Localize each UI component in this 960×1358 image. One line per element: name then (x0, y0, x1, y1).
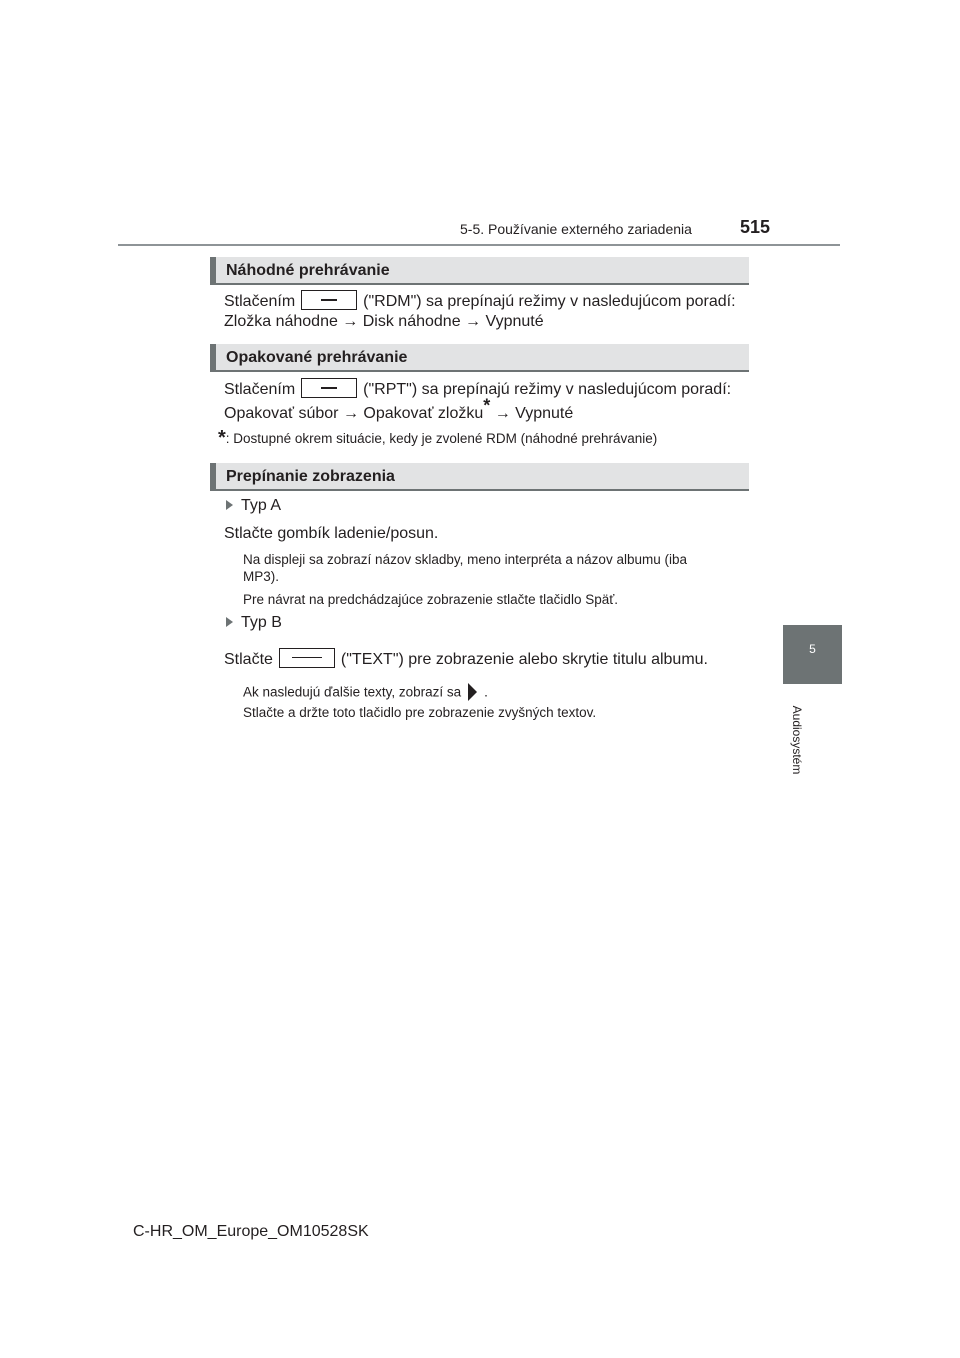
chapter-number: 5 (809, 642, 816, 656)
chapter-label: Audiosystém (790, 705, 804, 775)
random-line-1-post: ("RDM") sa prepínajú režimy v nasledujúcom poradí: (363, 293, 736, 311)
repeat-line-1 (224, 380, 731, 400)
repeat-line-1-post: ("RPT") sa prepínajú režimy v nasledujúcom poradí: (363, 381, 732, 399)
type-b-note-1-post: . (484, 684, 488, 700)
type-b-text: Typ B (241, 614, 282, 631)
header-section-title: 5-5. Používanie externého zariadenia (460, 221, 692, 237)
section-heading-display-text: Prepínanie zobrazenia (226, 468, 395, 485)
repeat-footnote (218, 427, 658, 454)
type-b-pre: Stlačte (224, 651, 273, 669)
more-text-arrow-icon (468, 683, 477, 701)
type-b-label (226, 614, 282, 632)
type-a-note-1: Na displeji sa zobrazí názov skladby, meno interpréta a názov albumu (iba (243, 552, 687, 567)
type-a-note-1b: MP3). (243, 569, 280, 584)
section-heading-random (210, 257, 749, 285)
type-b-post: ("TEXT") pre zobrazenie alebo skrytie titulu albumu. (340, 651, 708, 669)
type-b-instruction (224, 650, 708, 670)
repeat-line-1-pre: Stlačením (224, 381, 296, 399)
random-line-1 (224, 292, 736, 312)
type-a-note-2: Pre návrat na predchádzajúce zobrazenie stlačte tlačidlo Späť. (243, 592, 619, 607)
type-b-note-1-pre: Ak nasledujú ďalšie texty, zobrazí sa (243, 684, 462, 700)
footnote-text: : Dostupné okrem situácie, kedy je zvolené RDM (náhodné prehrávanie) (225, 431, 658, 446)
section-heading-repeat-text: Opakované prehrávanie (226, 349, 408, 366)
footer-document-code: C-HR_OM_Europe_OM10528SK (133, 1223, 369, 1240)
random-line-2: Zložka náhodne → Disk náhodne → Vypnuté (224, 313, 544, 330)
bullet-triangle-icon (226, 500, 233, 510)
repeat-line-2-a: Opakovať súbor → Opakovať zložku (224, 405, 484, 422)
footnote-marker: * (483, 395, 491, 416)
section-heading-repeat (210, 344, 749, 372)
rdm-button-icon (301, 290, 357, 310)
bullet-triangle-icon (226, 617, 233, 627)
repeat-line-2 (224, 395, 574, 423)
type-b-note-1 (243, 684, 488, 702)
page-number: 515 (740, 217, 771, 237)
section-heading-display (210, 463, 749, 491)
header-divider (118, 244, 840, 246)
type-a-text: Typ A (241, 497, 282, 514)
section-heading-random-text: Náhodné prehrávanie (226, 262, 390, 279)
random-line-1-pre: Stlačením (224, 293, 296, 311)
rpt-button-icon (301, 378, 357, 398)
text-button-icon (279, 648, 335, 668)
repeat-line-2-b: → Vypnuté (494, 405, 574, 422)
footnote-star: * (218, 427, 226, 449)
chapter-tab (783, 625, 842, 684)
type-a-instruction: Stlačte gombík ladenie/posun. (224, 525, 439, 542)
type-a-label (226, 497, 281, 515)
type-b-note-2: Stlačte a držte toto tlačidlo pre zobrazenie zvyšných textov. (243, 705, 597, 720)
